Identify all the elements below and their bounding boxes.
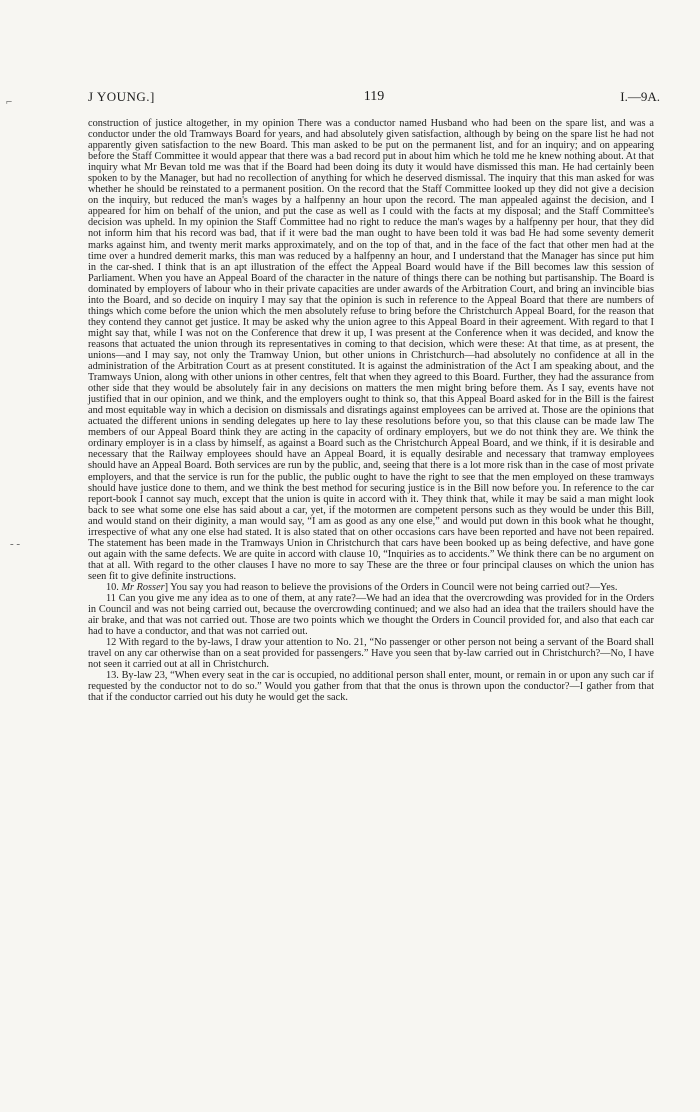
evidence-paragraph bbox=[88, 118, 654, 582]
paragraph-text: By-law 23, “When every seat in the car is occupied, no additional person shall enter, mount, or remain in or upon any such car if requested by the conductor not to do so.” Would you gather from that that the onus is thrown upon the conductor?—I gather from that that if the conductor carried out his duty he would get the sack. bbox=[88, 670, 654, 704]
page-header bbox=[88, 86, 660, 108]
paragraph-text: With regard to the by-laws, I draw your attention to No. 21, “No passenger or other person not being a servant of the Board shall travel on any car otherwise than on a seat provided for passengers.” Have you seen that by-law carried out in Christchurch?—No, I have not seen it carried out at all in Christchurch. bbox=[88, 637, 654, 671]
speaker-name: Mr Rosser bbox=[121, 581, 165, 593]
paragraph-text: construction of justice altogether, in my opinion There was a conductor named Husband who had been on the spare list, and was a conductor under the old Tramways Board for years, and had absolutely given satisfaction, although by being on the spare list he had not apparently given satisfaction to the new Board. This man asked to be put on the permanent list, and for an inquiry; and on appearing before the Staff Committee it would appear that there was a bad record put in about him which he told me he knew nothing about. At that inquiry what Mr Bevan told me was that if the Board had been doing its duty it would have dismissed this man. He had certainly been spoken to by the Manager, but had no recollection of anything for which he deserved dismissal. The inquiry that this man asked for was whether he should be reinstated to a permanent position. On the record that the Staff Committee looked up they did not give a decision on the inquiry, but reduced the man's wages by a halfpenny an hour upon the record. The man appealed against the decision, and I appeared for him on behalf of the union, and put the case as well as I could with the facts at my disposal; and the Staff Committee's decision was upheld. In my opinion the Staff Committee had no right to reduce the man's wages by a halfpenny per hour, that they did not inform him that his record was bad, that if it were bad the man ought to have been told it was bad He had some seventy demerit marks against him, and twenty merit marks approximately, and on the top of that, and in the face of the fact that other men had at the time over a hundred demerit marks, this man was reduced by a halfpenny an hour, and I understand that the Manager has since put him in the car-shed. I think that is an apt illustration of the effect the Appeal Board would have if the Bill becomes law this session of Parliament. When you have an Appeal Board of the character in the nature of things there can be nothing but partisanship. The Board is dominated by employers of labour who in their private capacities are under awards of the Arbitration Court, and bring an invincible bias into the Board, and so decide on inquiry I may say that the opinion is such in reference to the Appeal Board that there are numbers of things which come before the union which the men absolutely refuse to bring before the Christchurch Appeal Board, for the reason that they contend they cannot get justice. It may be asked why the union agree to this Appeal Board in their agreement. With regard to that I might say that, while I was not on the Conference that drew it up, I was present at the Conference when it was decided, and know the reasons that actuated the union through its representatives in coming to that decision, which were these: At that time, as at present, the unions—and I may say, not only the Tramway Union, but other unions in Christchurch—had absolutely no confidence at all in the administration of the Arbitration Court as at present constituted. It is against the administration of the Act I am speaking about, and the Tramways Union, along with other unions in other centres, felt that when they agreed to this Board. Further, they had the assurance from other side that they would be absolutely fair in any decisions on matters the men might bring before them. As I say, events have not justified that in our opinion, and we think, and the employers ought to think so, that this Appeal Board asked for in the Bill is the fairest and most equitable way in which a decision on dismissals and disratings against employees can be arrived at. Those are the opinions that actuated the different unions in sending delegates up here to lay these resolutions before you, so that this clause can be made law The members of our Appeal Board think they are acting in the capacity of ordinary employers, but we do not think they are. We think the ordinary employer is in a class by himself, as against a Board such as the Christchurch Appeal Board, and we think, if it is desirable and necessary that the Railway employees should have an Appeal Board, it is equally desirable and necessary that tramway employees should have an Appeal Board. Both services are run by the public, and, seeing that there is a lot more risk than in the case of most private employers, and that the service is run for the public, the public ought to have the right to see that the men employed on these tramways should have justice done to them, and we think the best method for securing justice is in the Bill now before you. In reference to the car report-book I cannot say much, except that the union is quite in accord with it. They think that, while it may be said a man might look back to see what some one else has said about a car, yet, if the motormen are competent persons such as they would be under this Bill, and would stand on their diginity, a man would say, “I am as good as any one else,” and would put down in this book what he thought, irrespective of what any one else had stated. It is also stated that on other occasions cars have been reported and have not been repaired. The statement has been made in the Tramways Union in Christchurch that cars have been booked up as being defective, and have gone out again with the same defects. We are quite in accord with clause 10, “Inquiries as to accidents.” We think there can be no argument on that at all. With regard to the other clauses I have no more to say These are the three or four principal clauses on which the union has seen fit to give definite instructions. bbox=[88, 118, 654, 582]
page-body bbox=[88, 118, 654, 703]
question-paragraph bbox=[88, 593, 654, 637]
question-paragraph bbox=[88, 637, 654, 670]
margin-mark: ⌐ bbox=[6, 96, 13, 108]
question-number: 12 bbox=[106, 637, 117, 649]
question-number: 11 bbox=[106, 593, 116, 605]
question-number: 13. bbox=[106, 670, 119, 682]
page-number: 119 bbox=[363, 89, 385, 104]
paragraph-text: ] You say you had reason to believe the provisions of the Orders in Council were not being carried out?—Yes. bbox=[164, 581, 618, 593]
paper-reference: I.—9A. bbox=[620, 89, 660, 104]
paragraph-text: Can you give me any idea as to one of them, at any rate?—We had an idea that the overcrowding was provided for in the Orders in Council and was not being carried out, because the overcrowding continued; and we also had an idea that the trailers should have the air brake, and that was not carried out. Those are two points which we thought the Orders in Council provided for, and also that each car had to have a conductor, and that was not carried out. bbox=[88, 593, 654, 638]
margin-mark: ‑ ‑ bbox=[10, 538, 21, 550]
witness-name: J YOUNG.] bbox=[88, 89, 155, 104]
question-number: 10. bbox=[106, 581, 119, 593]
question-paragraph bbox=[88, 670, 654, 703]
question-paragraph bbox=[88, 582, 654, 593]
